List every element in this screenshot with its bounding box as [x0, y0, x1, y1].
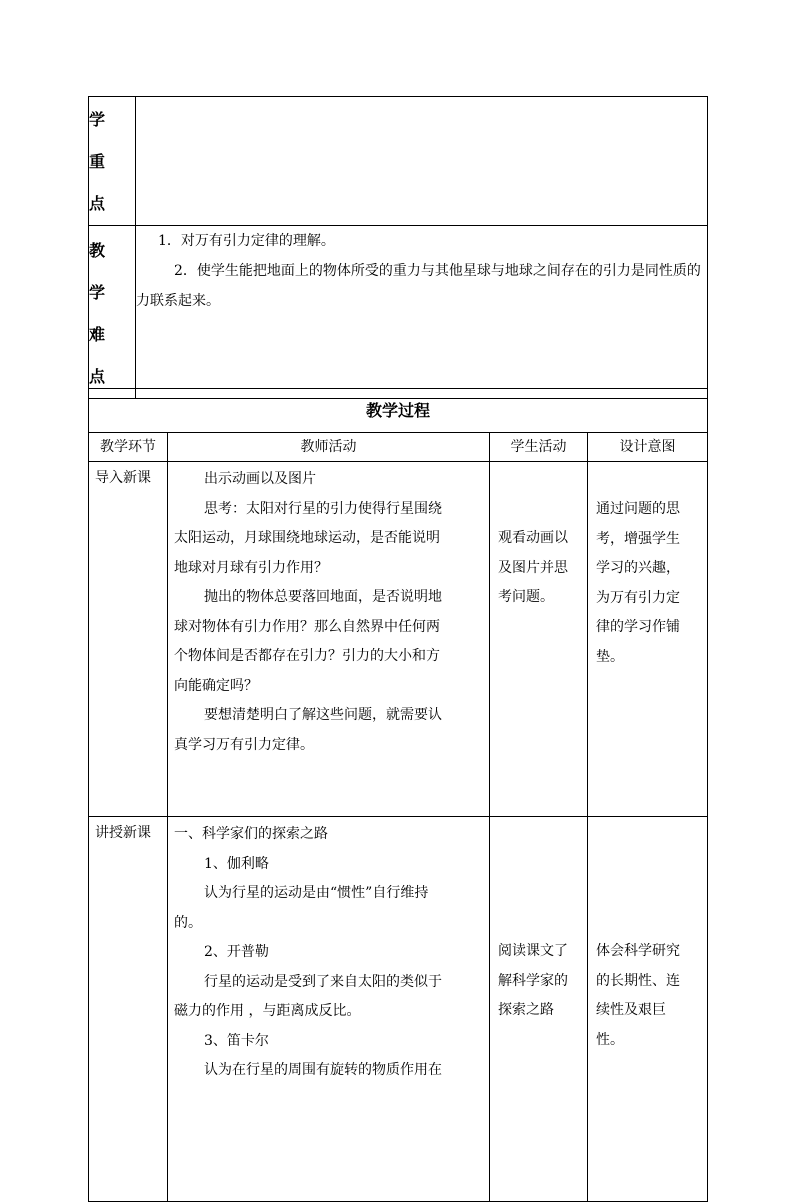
- student-line: 阅读课文了: [498, 943, 568, 959]
- label-char: 重: [89, 152, 106, 171]
- design-line: 续性及艰巨: [596, 1002, 666, 1018]
- process-title: 教学过程: [89, 389, 708, 433]
- teacher-line: 要想清楚明白了解这些问题，就需要认: [204, 707, 442, 723]
- student-line: 考问题。: [498, 589, 554, 605]
- design-intent-cell: [588, 817, 708, 1202]
- design-line: 学习的兴趣，: [596, 560, 680, 576]
- label-char: 学: [89, 283, 106, 302]
- stage-cell: 导入新课: [89, 462, 168, 817]
- header-teacher: 教师活动: [168, 433, 490, 462]
- teacher-activity-cell: [168, 817, 490, 1202]
- design-line: 的长期性、连: [596, 972, 680, 989]
- teacher-line: 磁力的作用 ，与距离成反比。: [174, 1003, 361, 1019]
- design-line: 为万有引力定: [596, 589, 680, 606]
- teacher-line: 1、伽利略: [204, 855, 269, 872]
- header-design: 设计意图: [588, 433, 708, 462]
- design-line: 考，增强学生: [596, 530, 680, 547]
- difficulty-item: 1．对万有引力定律的理解。: [158, 233, 335, 249]
- key-points-label: [89, 97, 136, 226]
- teacher-line: 个物体间是否都存在引力？引力的大小和方: [174, 648, 440, 664]
- process-table: [88, 388, 708, 1202]
- teacher-line: 认为行星的运动是由“惯性”自行维持: [204, 885, 429, 901]
- stage-cell: 讲授新课: [89, 817, 168, 1202]
- teacher-activity-cell: [168, 462, 490, 817]
- design-line: 性。: [596, 1031, 624, 1048]
- student-activity-cell: [490, 462, 588, 817]
- teacher-line: 的。: [174, 914, 202, 931]
- teacher-line: 真学习万有引力定律。: [174, 736, 314, 753]
- student-activity-cell: [490, 817, 588, 1202]
- key-points-row: [89, 97, 708, 226]
- teacher-line: 向能确定吗？: [174, 677, 258, 694]
- student-line: 解科学家的: [498, 972, 568, 989]
- difficulties-label: [89, 226, 136, 399]
- student-line: 观看动画以: [498, 530, 568, 546]
- teacher-line: 地球对月球有引力作用？: [174, 559, 328, 576]
- header-stage: 教学环节: [89, 433, 168, 462]
- label-char: 点: [89, 194, 106, 213]
- key-points-content: [136, 97, 708, 226]
- label-char: 教: [89, 241, 106, 260]
- process-header-row: [89, 433, 708, 462]
- header-student: 学生活动: [490, 433, 588, 462]
- design-line: 体会科学研究: [596, 943, 680, 959]
- student-line: 及图片并思: [498, 559, 568, 576]
- difficulty-item: 2．使学生能把地面上的物体所受的重力与其他星球与地球之间存在的引力是同性质的力联系起来。: [136, 263, 701, 309]
- table-row: [89, 817, 708, 1202]
- teacher-line: 一、科学家们的探索之路: [174, 826, 328, 842]
- teacher-line: 抛出的物体总要落回地面，是否说明地: [204, 589, 442, 605]
- teacher-line: 出示动画以及图片: [204, 471, 316, 487]
- student-line: 探索之路: [498, 1002, 554, 1018]
- label-char: 难: [89, 325, 106, 344]
- design-line: 通过问题的思: [596, 501, 680, 517]
- design-line: 垫。: [596, 648, 624, 665]
- teacher-line: 太阳运动，月球围绕地球运动，是否能说明: [174, 530, 440, 546]
- design-intent-cell: [588, 462, 708, 817]
- label-char: 学: [89, 110, 106, 129]
- teacher-line: 思考：太阳对行星的引力使得行星围绕: [204, 500, 442, 517]
- table-row: [89, 462, 708, 817]
- teacher-line: 2、开普勒: [204, 944, 269, 960]
- key-points-table: [88, 96, 708, 399]
- difficulties-content: [136, 226, 708, 399]
- teacher-line: 3、笛卡尔: [204, 1032, 269, 1049]
- difficulties-row: [89, 226, 708, 399]
- label-char: 点: [89, 367, 106, 386]
- teacher-line: 球对物体有引力作用？那么自然界中任何两: [174, 618, 440, 635]
- design-line: 律的学习作铺: [596, 619, 680, 635]
- teacher-line: 行星的运动是受到了来自太阳的类似于: [204, 973, 442, 990]
- process-title-row: [89, 389, 708, 433]
- teacher-line: 认为在行星的周围有旋转的物质作用在: [204, 1062, 442, 1078]
